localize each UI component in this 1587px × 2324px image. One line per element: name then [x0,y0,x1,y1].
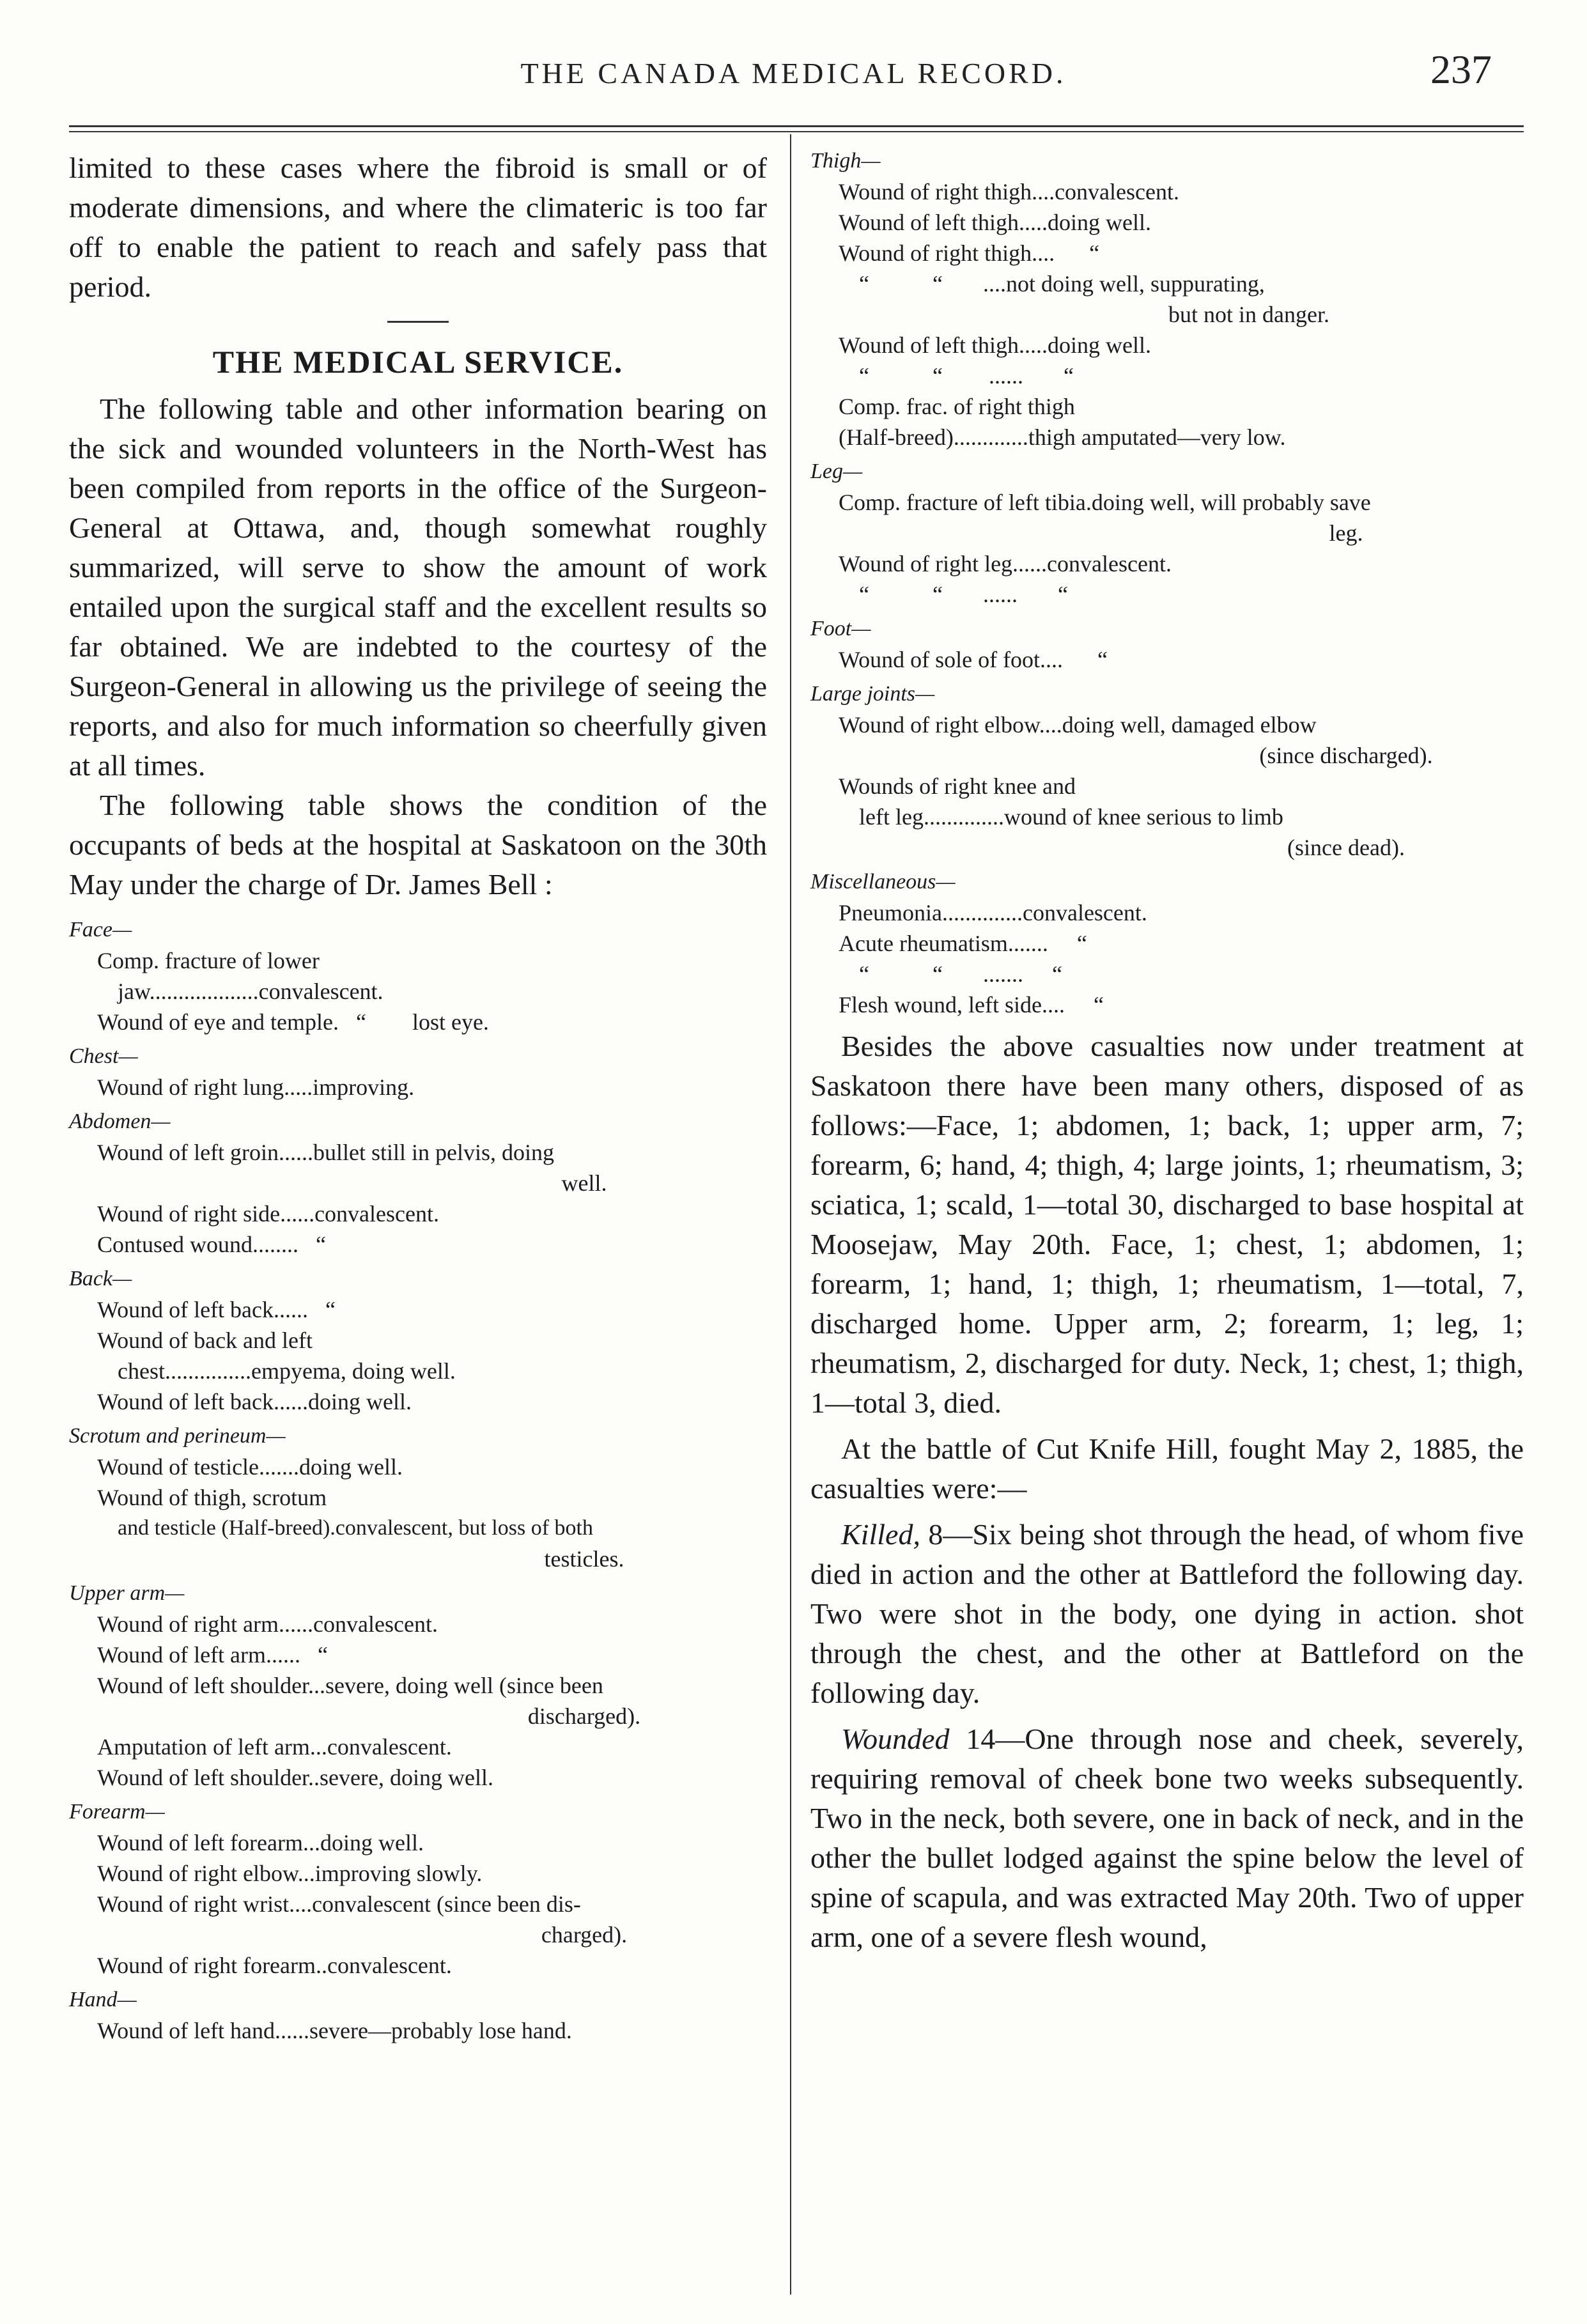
casualty-entry: Wound of right lung.....improving. [97,1074,415,1100]
casualty-entry: “ “ ...... “ [859,363,1074,389]
casualty-entry: Comp. fracture of lower [97,948,320,973]
category-label: Hand— [69,1988,137,2011]
killed-paragraph [810,1515,1524,1713]
casualty-entry: Wound of thigh, scrotum [97,1485,327,1510]
casualty-entry: Wound of right elbow...improving slowly. [97,1861,483,1886]
casualty-entry: Contused wound........ “ [97,1232,326,1257]
category-label: Chest— [69,1044,138,1068]
casualty-entry: Acute rheumatism....... “ [839,931,1087,956]
casualty-entry: “ “ ....not doing well, suppurating, [859,271,1265,297]
category-label: Thigh— [810,149,881,173]
section-title: THE MEDICAL SERVICE. [212,344,624,380]
casualty-entry: Wound of left thigh.....doing well. [839,332,1152,358]
column-divider [790,134,791,2295]
casualty-entry: Wound of left arm...... “ [97,1642,329,1668]
running-header: THE CANADA MEDICAL RECORD. [520,57,1067,89]
body-paragraph: Besides the above casualties now under treatment at Saskatoon there have been many others, disposed of as follows:—Face, 1; abdomen, 1; back, 1; upper arm, 7; forearm, 6; hand, 4; thigh, 4; large joints, 1; rheumatism, 3; sciatica, 1; scald, 1—total 30, discharged to base hospital at Moosejaw, May 20th. Face, 1; chest, 1; abdomen, 1; forearm, 1; hand, 1; thigh, 1; rheumatism, 1—total, 7, discharged home. Upper arm, 2; forearm, 1; leg, 1; rheumatism, 2, discharged for duty. Neck, 1; chest, 1; thigh, 1—total 3, died. [810,1030,1524,1419]
casualty-entry: left leg..............wound of knee serious to limb [859,804,1283,830]
casualty-entry-continued: discharged). [527,1703,641,1729]
category-label: Scrotum and perineum— [69,1424,286,1448]
category-label: Abdomen— [69,1110,171,1133]
casualty-entry: Wound of left hand......severe—probably lose hand. [97,2018,572,2043]
category-label: Leg— [810,460,863,483]
casualty-entry: Wound of left shoulder..severe, doing well. [97,1765,493,1790]
casualty-entry: Wound of right leg......convalescent. [839,551,1172,577]
casualty-entry: Wound of right side......convalescent. [97,1201,439,1227]
casualty-entry: Wound of eye and temple. “ lost eye. [97,1009,489,1035]
right-column [810,146,1524,1957]
casualty-entry: Comp. frac. of right thigh [839,394,1075,419]
casualty-entry: Wound of left thigh.....doing well. [839,210,1152,235]
killed-text: 8—Six being shot through the head, of whom five died in action and the other at Battleford the following day. Two were shot in the body, one dying in action. shot through the chest, and the other at Battleford on the following day. [810,1518,1524,1709]
page-number: 237 [1430,47,1492,92]
killed-label: Killed, [841,1518,920,1551]
body-paragraph: The following table and other information bearing on the sick and wounded volunteers in the North-West has been compiled from reports in the office of the Surgeon-General at Ottawa, and, though somewhat roughly summarized, will serve to show the amount of work entailed upon the surgical staff and the excellent results so far obtained. We are indebted to the courtesy of the Surgeon-General in allowing us the privilege of seeing the reports, and also for much information so cheerfully given at all times. [69,392,767,782]
casualty-entry: Amputation of left arm...convalescent. [97,1734,452,1760]
category-label: Forearm— [69,1800,165,1824]
casualty-entry: Wound of right thigh....convalescent. [839,179,1179,205]
casualty-entry-continued: but not in danger. [1168,302,1329,327]
intro-paragraph: limited to these cases where the fibroid is small or of moderate dimensions, and where the climateric is too far off to enable the patient to reach and safely pass that period. [69,151,767,303]
casualty-entry-continued: leg. [1329,520,1363,546]
casualty-entry-continued: (since discharged). [1259,743,1433,768]
casualty-entry: Wound of right thigh.... “ [839,240,1100,266]
wounded-text: 14—One through nose and cheek, severely, requiring removal of cheek bone two weeks subsequently. Two in the neck, both severe, one in back of neck, and in the other the bullet lodged against the spine below the level of spine of scapula, and was extracted May 20th. Two of upper arm, one of a severe flesh wound, [810,1723,1524,1953]
casualty-entry: Wound of left forearm...doing well. [97,1830,424,1855]
casualty-entry: Wound of left back...... “ [97,1297,336,1322]
wounded-paragraph [810,1719,1524,1957]
casualty-entry-continued: testicles. [544,1546,624,1572]
casualty-entry: Wound of right elbow....doing well, damaged elbow [839,712,1317,738]
left-column [69,148,767,2046]
body-paragraph: The following table shows the condition of the occupants of beds at the hospital at Saskatoon on the 30th May under the charge of Dr. James Bell : [69,789,767,901]
casualty-entry: chest...............empyema, doing well. [118,1358,456,1384]
header-rule-bottom [69,131,1524,132]
casualty-entry: Wound of left shoulder...severe, doing well (since been [97,1673,603,1698]
section-rule [387,321,449,323]
casualty-entry: Wound of back and left [97,1328,313,1353]
category-label: Upper arm— [69,1581,185,1605]
wounded-label: Wounded [841,1723,950,1755]
casualty-entry: “ “ ...... “ [859,582,1068,607]
casualty-entry: Comp. fracture of left tibia.doing well, will probably save [839,490,1371,515]
category-label: Miscellaneous— [810,870,956,894]
casualty-entry: “ “ ....... “ [859,961,1062,987]
category-label: Large joints— [810,682,935,706]
casualty-entry: Flesh wound, left side.... “ [839,992,1104,1018]
casualty-entry: Wound of left groin......bullet still in pelvis, doing [97,1140,555,1165]
casualty-entry-continued: (since dead). [1287,835,1405,860]
casualty-entry-continued: well. [561,1170,607,1196]
casualty-entry: and testicle (Half-breed).convalescent, but loss of both [118,1516,593,1540]
casualty-entry: Wounds of right knee and [839,773,1076,799]
body-paragraph: At the battle of Cut Knife Hill, fought May 2, 1885, the casualties were:— [810,1432,1524,1505]
category-label: Face— [69,918,132,941]
casualty-entry-continued: charged). [541,1922,628,1948]
casualty-entry: Wound of testicle.......doing well. [97,1454,403,1480]
header-rule-top [69,125,1524,127]
casualty-entry: Wound of right arm......convalescent. [97,1611,438,1637]
casualty-entry: Wound of right wrist....convalescent (since been dis- [97,1891,581,1917]
casualty-entry: Pneumonia..............convalescent. [839,900,1147,926]
casualty-entry: Wound of sole of foot.... “ [839,647,1108,672]
casualty-entry: (Half-breed).............thigh amputated—very low. [839,424,1286,450]
casualty-entry: jaw...................convalescent. [118,979,383,1004]
category-label: Foot— [810,617,871,640]
category-label: Back— [69,1267,132,1290]
casualty-entry: Wound of right forearm..convalescent. [97,1953,452,1978]
casualty-entry: Wound of left back......doing well. [97,1389,412,1414]
